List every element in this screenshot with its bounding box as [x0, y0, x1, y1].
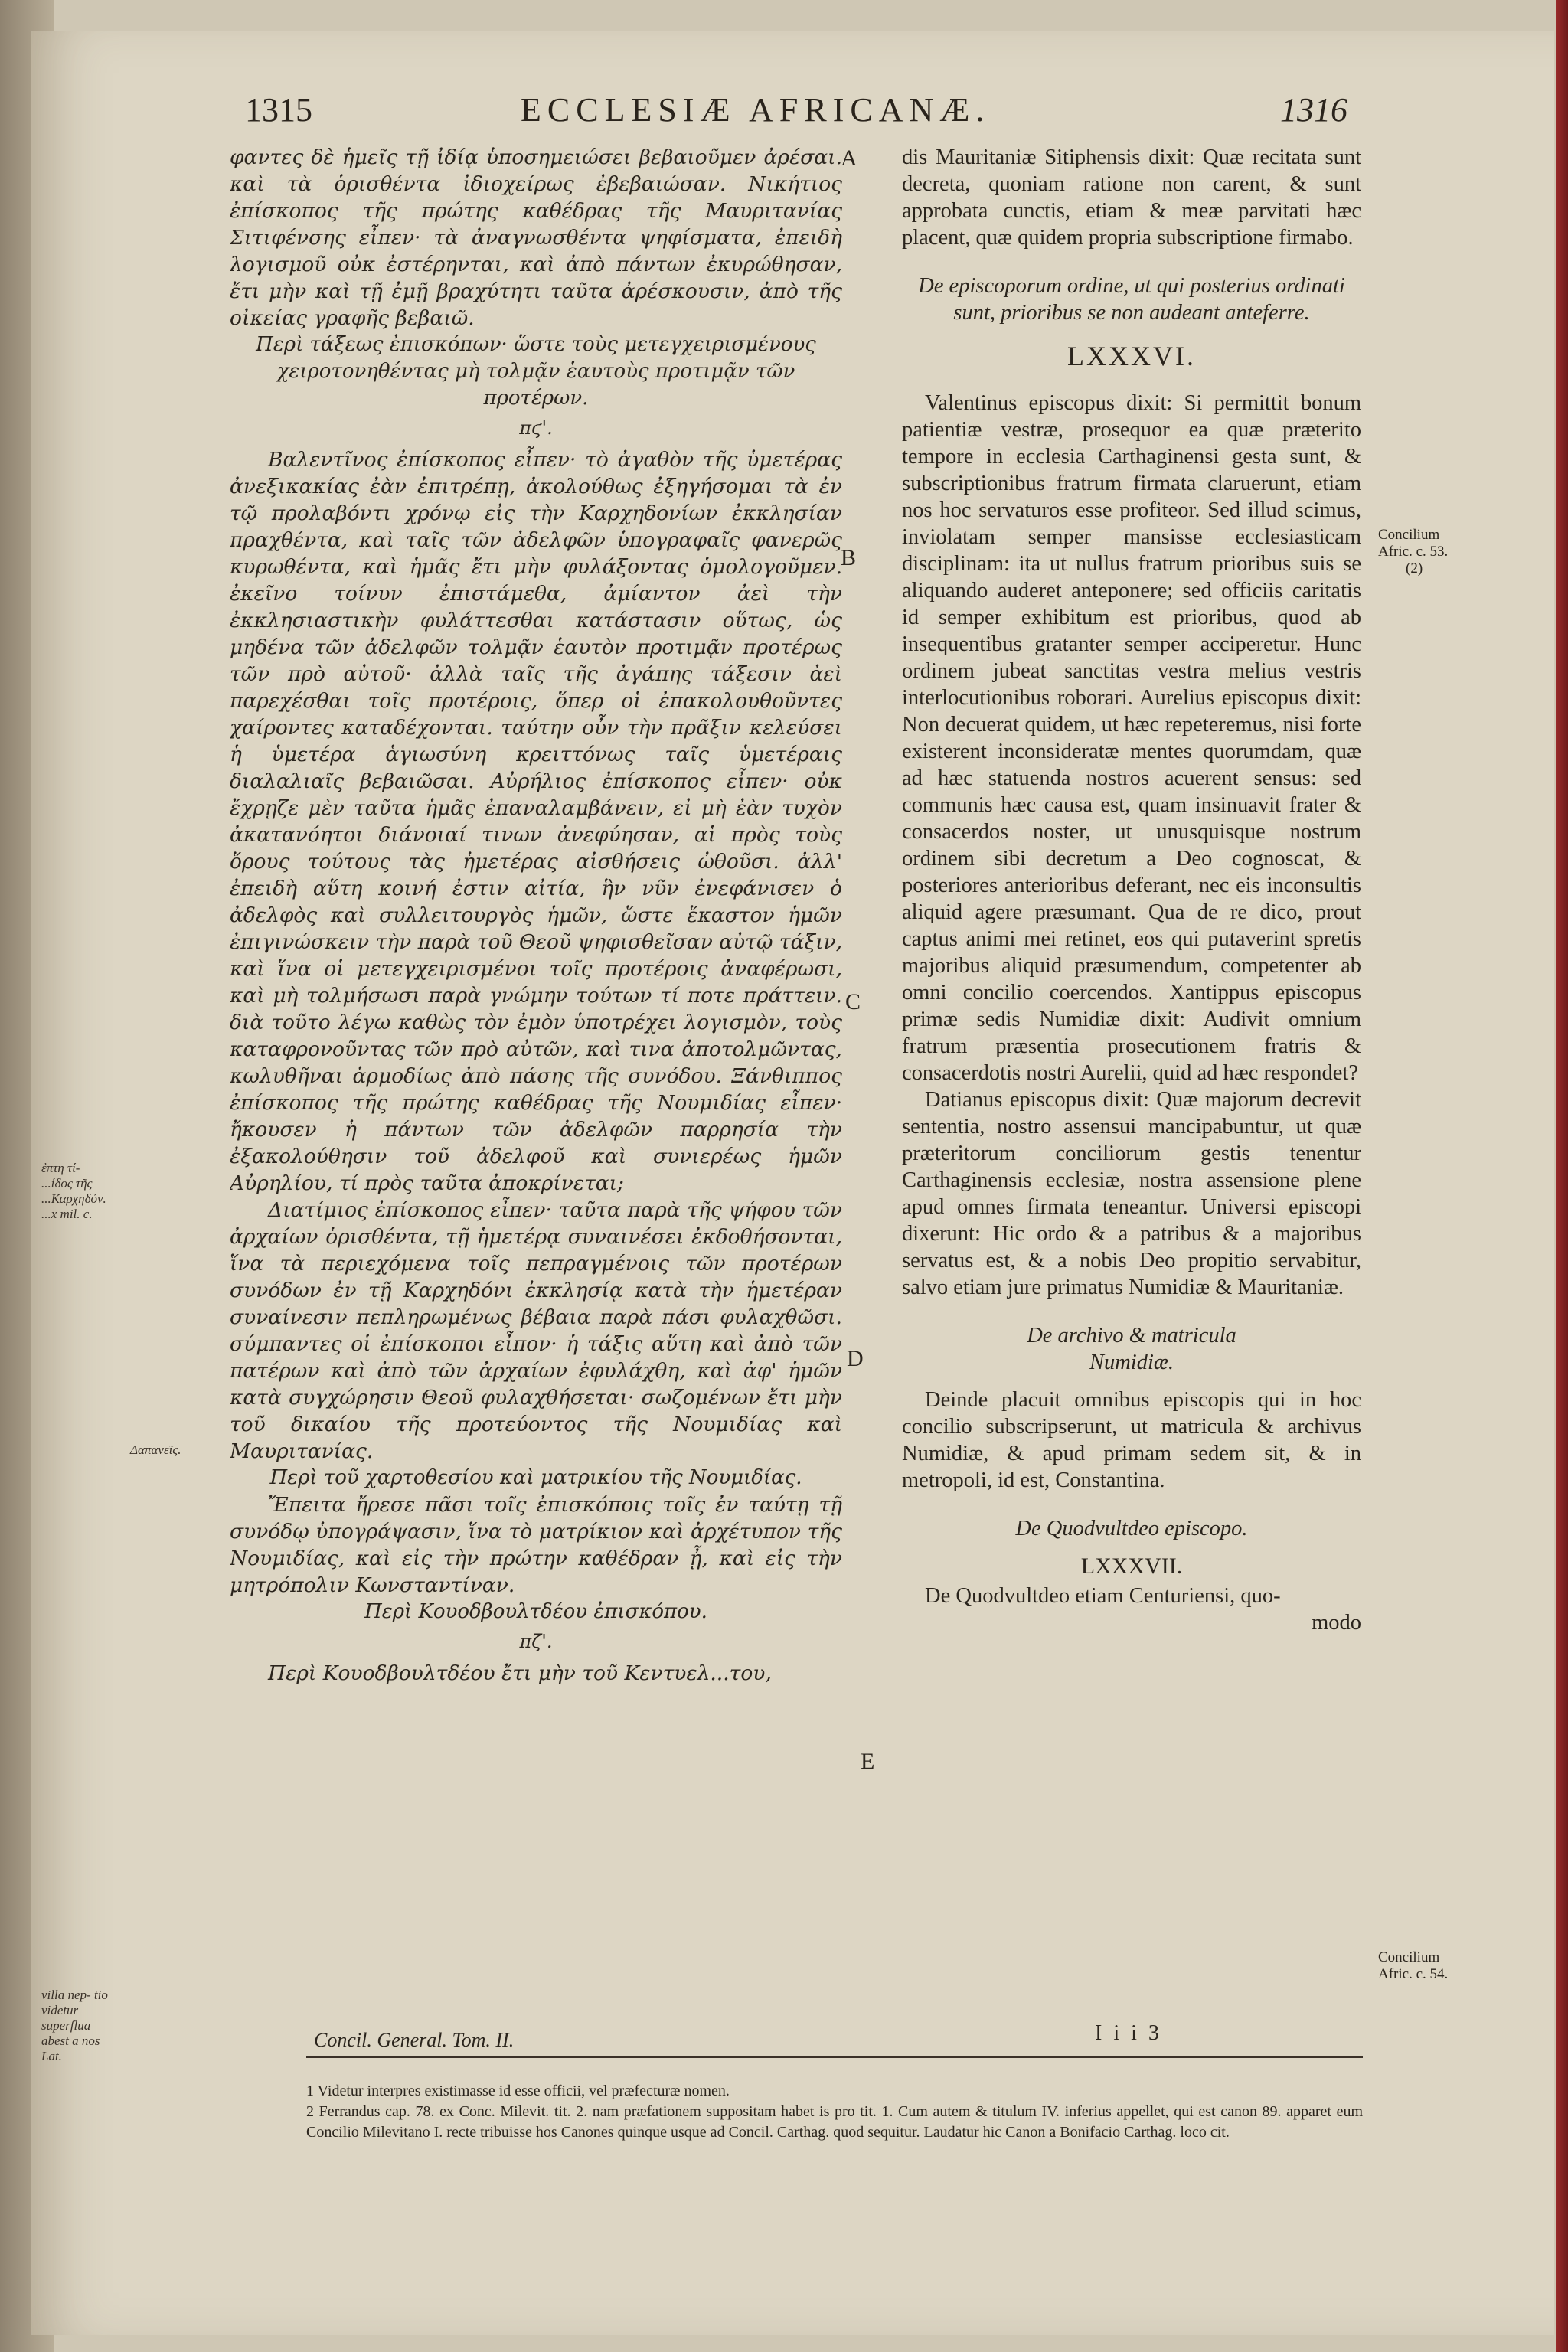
latin-paragraph: Valentinus episcopus dixit: Si permittit bonum patientiæ vestræ, prosequor ea quæ præterito tempore in ecclesia Carthaginensi gesta sunt, & subscriptionibus fratrum firmata claruerunt, etiam nos hoc servaturos esse profiteor. Sed illud scimus, inviolatam semper mansisse ecclesiasticam disciplinam: ita ut nullus fratrum prioribus suis se aliquando auderet anteponere; sed officiis caritatis id semper exhibitum est prioribus, quod ab insequentibus gratanter semper acciperetur. Hunc ordinem jubeat sanctitas vestra melius vestris interlocutionibus roborari. Aurelius episcopus dixit: Non decuerat quidem, ut hæc repeteremus, nisi forte existerent inconsideratæ mentes quorumdam, quæ ad hæc statuenda nostros acuerent sensus: sed communis hæc causa est, quam insinuavit frater & consacerdos noster, ut unusquisque nostrum ordinem sibi decretum a Deo cognoscat, & posteriores anterioribus deferant, nec eis inconsultis aliquid agere præsumant. Qua de re dico, prout captus animi mei retinet, eos qui putaverint spretis majoribus aliquid præsumendum, competenter ab omni concilio coercendos. Xantippus episcopus primæ sedis Numidiæ dixit: Audivit omnium fratrum præsentia prosecutionem fratris & consacerdotis nostri Aurelii, quid ad hæc respondet? [902, 391, 1361, 1085]
greek-heading: Περὶ Κουοδβουλτδέου ἐπισκόπου. [364, 1600, 707, 1623]
margin-letter-a: A [841, 145, 858, 171]
margin-letter-d: D [847, 1346, 864, 1371]
left-margin-note: villa nep- tio videtur superflua abest a nos Lat. [41, 1988, 108, 2063]
margin-letter-b: B [841, 545, 857, 570]
latin-canon-number: LXXXVI. [1067, 341, 1196, 371]
latin-heading: Numidiæ. [1089, 1351, 1174, 1374]
signature-line: Concil. General. Tom. II. [314, 2029, 514, 2051]
left-margin-note: Δαπανεῖς. [130, 1442, 181, 1457]
footnote: 1 Videtur interpres existimasse id esse officii, vel præfecturæ nomen. [306, 2082, 730, 2099]
signature-mark: I i i 3 [1095, 2021, 1162, 2045]
latin-canon-number: LXXXVII. [1080, 1553, 1183, 1579]
latin-paragraph: dis Mauritaniæ Sitiphensis dixit: Quæ recitata sunt decreta, quoniam ratione non carent, & sunt approbata cunctis, etiam & meæ parvitati hæc placent, quæ quidem propria subscriptione firmabo. [902, 145, 1361, 250]
book-cover-edge [1556, 0, 1568, 2352]
latin-paragraph: De Quodvultdeo etiam Centuriensi, quo- [925, 1584, 1281, 1608]
greek-canon-number: πϛ'. [519, 417, 553, 439]
greek-paragraph: Περὶ Κουοδβουλτδέου ἔτι μὴν τοῦ Κεντυελ...του, [268, 1661, 772, 1685]
page-number-left: 1315 [245, 91, 312, 129]
greek-paragraph: Βαλεντῖνος ἐπίσκοπος εἶπεν· τὸ ἀγαθὸν τῆς ὑμετέρας ἀνεξικακίας ἐὰν ἐπιτρέπῃ, ἀκολούθως ἐξηγήσομαι τὰ ἐν τῷ προλαβόντι χρόνῳ εἰς τὴν Καρχηδονίων ἐκκλησίαν πραχθέντα, καὶ ταῖς τῶν ἀδελφῶν ὑπογραφαῖς φανερῶς κυρωθέντα, καὶ ἡμᾶς ἔτι μὴν φυλάξοντας ὁμολογοῦμεν. ἐκεῖνο τοίνυν ἐπιστάμεθα, ἀμίαντον ἀεὶ τὴν ἐκκλησιαστικὴν φυλάττεσθαι κατάστασιν οὕτως, ὡς μηδένα τῶν ἀδελφῶν τολμᾷν ἑαυτὸν προτιμᾷν προτέρως τῶν πρὸ αὐτοῦ· ἀλλὰ ταῖς τῆς ἀγάπης τάξεσιν ἀεὶ παρεχέσθαι τοῖς προτέροις, ὅπερ οἱ ἐπακολουθοῦντες χαίροντες καταδέχονται. ταύτην οὖν τὴν πρᾶξιν κελεύσει ἡ ὑμετέρα ἁγιωσύνη κρειττόνως ταῖς ὑμετέραις διαλαλιαῖς βεβαιῶσαι. Αὐρήλιος ἐπίσκοπος εἶπεν· οὐκ ἔχρῃζε μὲν ταῦτα ἡμᾶς ἐπαναλαμβάνειν, εἰ μὴ ἐὰν τυχὸν ἀκατανόητοι διάνοιαί τινων ἀνεφύησαν, αἱ πρὸς τοὺς ὅρους τούτους τὰς ἡμετέρας αἰσθήσεις ὠθοῦσι. ἀλλ' ἐπειδὴ αὕτη κοινή ἐστιν αἰτία, ἣν νῦν ἐνεφάνισεν ὁ ἀδελφὸς καὶ συλλειτουργὸς ἡμῶν, ὥστε ἕκαστον ἡμῶν ἐπιγινώσκειν τὴν παρὰ τοῦ Θεοῦ ψηφισθεῖσαν αὐτῷ τάξιν, καὶ ἵνα οἱ μετεγχειρισμένοι τοῖς προτέροις ἀναφέρωσι, καὶ μὴ τολμήσωσι παρὰ γνώμην τούτων τί ποτε πράττειν. διὰ τοῦτο λέγω καθὼς τὸν ἐμὸν ὑποτρέχει λογισμὸν, τοὺς καταφρονοῦντας τῶν πρὸ αὐτῶν, καὶ τινα ἀποτολμῶντας, κωλυθῆναι ἁρμοδίως ἀπὸ πάσης τῆς συνόδου. Ξάνθιππος ἐπίσκοπος τῆς πρώτης καθέδρας τῆς Νουμιδίας εἶπεν· ἤκουσεν ἡ πάντων τῶν ἀδελφῶν παρρησία τὴν ἐξακολούθησιν τοῦ ἀδελφοῦ καὶ συνιερέως ἡμῶν Αὐρηλίου, τί πρὸς ταῦτα ἀποκρίνεται; [230, 448, 842, 1195]
greek-paragraph: Ἔπειτα ἤρεσε πᾶσι τοῖς ἐπισκόποις τοῖς ἐν ταύτῃ τῇ συνόδῳ ὑπογράψασιν, ἵνα τὸ ματρίκιον καὶ ἀρχέτυπον τῆς Νουμιδίας, καὶ εἰς τὴν πρώτην καθέδραν ᾖ, καὶ εἰς τὴν μητρόπολιν Κωνσταντίναν. [230, 1493, 842, 1597]
margin-letter-c: C [845, 989, 861, 1014]
greek-canon-number: πζ'. [519, 1631, 553, 1652]
side-note-canon-53: Concilium Afric. c. 53. (2) [1378, 527, 1449, 577]
latin-heading: De episcoporum ordine, ut qui posterius ordinati sunt, prioribus se non audeant anteferre. [918, 274, 1345, 325]
footnote: 2 Ferrandus cap. 78. ex Conc. Milevit. tit. 2. nam præfationem suppositam habet is pro tit. 1. Cum autem & titulum IV. inferius appellet, qui est canon 89. apparet eum Concilio Milevitano I. recte tribuisse hos Canones quinque usque ad Concil. Carthag. quod sequitur. Laudatur hic Canon a Bonifacio Carthag. loco cit. [306, 2103, 1363, 2141]
latin-paragraph: Datianus episcopus dixit: Quæ majorum decrevit sententia, nostro assensui mancipabuntur, ut quæ præteritorum conciliorum gestis tenentur Carthaginensis ecclesiæ, nostra assensione plene apud omnes firmata teneantur. Universi episcopi dixerunt: Hic ordo & a patribus & a majoribus servatus est, & a nobis Deo propitio servabitur, salvo etiam jure primatus Numidiæ & Mauritaniæ. [902, 1088, 1361, 1299]
running-header [245, 90, 1348, 136]
footnotes [306, 2081, 1363, 2143]
margin-letter-e: E [861, 1749, 875, 1774]
greek-paragraph: Διατίμιος ἐπίσκοπος εἶπεν· ταῦτα παρὰ τῆς ψήφου τῶν ἀρχαίων ὁρισθέντα, τῇ ἡμετέρᾳ συναινέσει ἐκδοθήσονται, ἵνα τὰ περιεχόμενα τοῖς πεπραγμένοις τῶν προτέρων συνόδων ἐν τῇ Καρχηδόνι ἐκκλησίᾳ κατὰ τὴν ἡμετέραν συναίνεσιν πεπληρωμένως βέβαια παρὰ πάσι φυλαχθῶσι. σύμπαντες οἱ ἐπίσκοποι εἶπον· ἡ τάξις αὕτη καὶ ἀπὸ τῶν πατέρων καὶ ἀπὸ τῶν ἀρχαίων ἐφυλάχθη, καὶ ἀφ' ἡμῶν κατὰ συγχώρησιν Θεοῦ φυλαχθήσεται· σωζομένων ἔτι μὴν τοῦ δικαίου τῆς προτεύοντος τῆς Νουμιδίας καὶ Μαυριτανίας. [230, 1198, 842, 1463]
greek-heading: Περὶ τοῦ χαρτοθεσίου καὶ ματρικίου τῆς Νουμιδίας. [270, 1466, 802, 1489]
latin-heading: De Quodvultdeo episcopo. [1015, 1517, 1248, 1540]
greek-heading: Περὶ τάξεως ἐπισκόπων· ὥστε τοὺς μετεγχειρισμένους χειροτονηθέντας μὴ τολμᾷν ἑαυτοὺς προτιμᾷν τῶν προτέρων. [256, 333, 816, 410]
greek-paragraph: φαντες δὲ ἡμεῖς τῇ ἰδίᾳ ὑποσημειώσει βεβαιοῦμεν ἀρέσαι. καὶ τὰ ὁρισθέντα ἰδιοχείρως ἐβεβαιώσαν. Νικήτιος ἐπίσκοπος τῆς πρώτης καθέδρας τῆς Μαυριτανίας Σιτιφένσης εἶπεν· τὰ ἀναγνωσθέντα ψηφίσματα, ἐπειδὴ λογισμοῦ οὐκ ἐστέρηνται, καὶ ἀπὸ πάντων ἐκυρώθησαν, ἔτι μὴν καὶ τῇ ἐμῇ βραχύτητι ταῦτα ἀρέσκουσιν, ἀπὸ τῆς οἰκείας γραφῆς βεβαιῶ. [230, 145, 842, 330]
running-title: ECCLESIÆ AFRICANÆ. [521, 91, 991, 129]
left-margin-note: ἐπτη τί- ...ίδος τῆς ...Καρχηδόν. ...x mil. c. [41, 1161, 106, 1221]
latin-column [902, 144, 1361, 2043]
latin-heading: De archivo & matricula [1027, 1324, 1236, 1348]
greek-column [230, 144, 842, 2043]
side-note-canon-54: Concilium Afric. c. 54. [1378, 1949, 1449, 1982]
page-number-right: 1316 [1280, 91, 1348, 129]
footnote-rule [306, 2056, 1363, 2058]
latin-paragraph: modo [1312, 1611, 1361, 1635]
latin-paragraph: Deinde placuit omnibus episcopis qui in hoc concilio subscripserunt, ut matricula & archivus Numidiæ, & apud primam sedem sit, & in metropoli, id est, Constantina. [902, 1388, 1361, 1492]
